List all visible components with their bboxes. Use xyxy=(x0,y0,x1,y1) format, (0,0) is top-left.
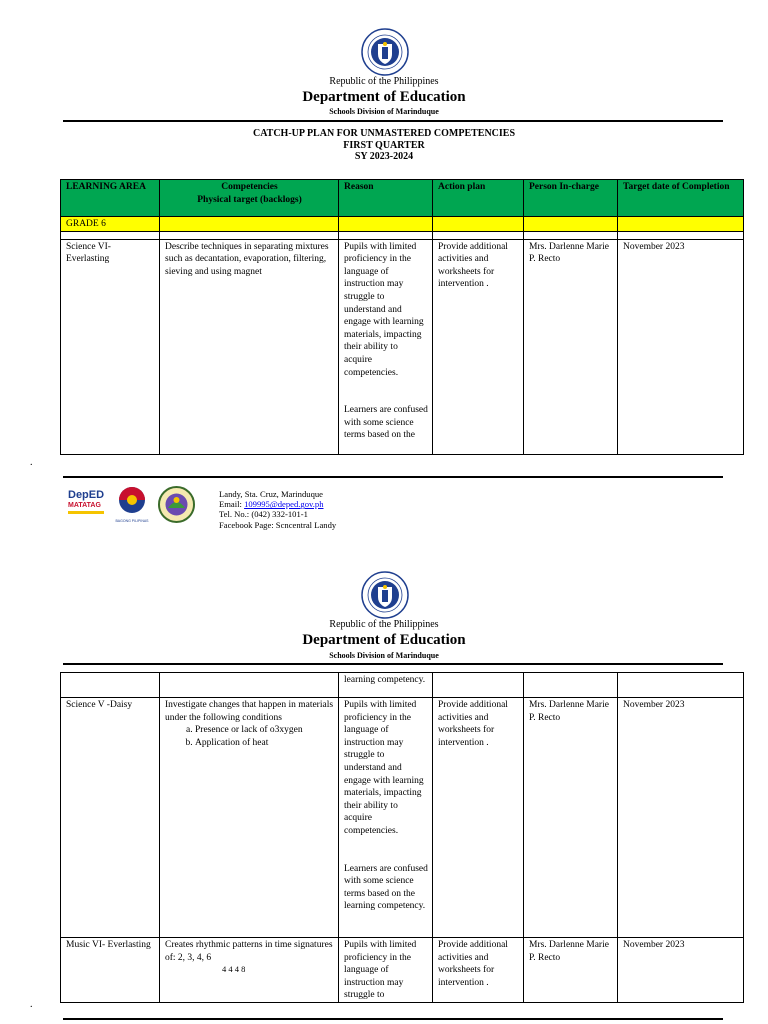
cell-date: November 2023 xyxy=(618,698,744,938)
table-row xyxy=(61,239,744,454)
header-competencies-label: Competencies xyxy=(221,182,278,192)
grade-row xyxy=(61,217,744,232)
footer-email-link[interactable]: 109995@deped.gov.ph xyxy=(244,499,324,510)
list-item: a. Presence or lack of o3xygen xyxy=(195,724,334,737)
condition-list xyxy=(165,724,334,749)
reason-text-a: Pupils with limited proficiency in the language of instruction may struggle to understand and engage with learning materials, impacting their ability to acquire competencies. xyxy=(344,700,424,836)
reason-text-b: Learners are confused with some science terms based on the learning competency. xyxy=(344,863,428,912)
cell-reason-continuation: learning competency. xyxy=(339,673,433,698)
header-person: Person In-charge xyxy=(524,180,618,217)
time-signature-bottom: 4 4 4 8 xyxy=(222,964,246,975)
cell-person: Mrs. Darlenne Marie P. Recto xyxy=(524,239,618,454)
header-divider-page2 xyxy=(63,663,723,665)
reason-text-a: Pupils with limited proficiency in the language of instruction may struggle to understand and engage with learning materials, impacting their ability to acquire competencies. xyxy=(344,241,424,378)
header-competencies xyxy=(160,180,339,217)
cell-date: November 2023 xyxy=(618,239,744,454)
header-target-date: Target date of Completion xyxy=(618,180,744,217)
footer-email-line xyxy=(219,499,336,509)
header-divider xyxy=(63,120,723,122)
matatag-logo-text: MATATAG xyxy=(68,502,101,509)
header-action-plan: Action plan xyxy=(433,180,524,217)
cell-person: Mrs. Darlenne Marie P. Recto xyxy=(524,938,618,1003)
logo-underline xyxy=(68,511,104,514)
cell-competency xyxy=(160,938,339,1003)
deped-seal-logo-page2 xyxy=(361,571,409,619)
plan-title-line3: SY 2023-2024 xyxy=(354,151,414,162)
spacer-row xyxy=(61,231,744,239)
division-line: Schools Division of Marinduque xyxy=(329,107,439,116)
division-line-page2: Schools Division of Marinduque xyxy=(329,651,439,660)
plan-title xyxy=(0,128,768,163)
cell-reason: Pupils with limited proficiency in the language of instruction may struggle to xyxy=(339,938,433,1003)
plan-title-line2: FIRST QUARTER xyxy=(343,139,425,151)
footer-tel: Tel. No.: (042) 332-101-1 xyxy=(219,509,308,520)
cell-area: Science VI- Everlasting xyxy=(61,239,160,454)
cell-person: Mrs. Darlenne Marie P. Recto xyxy=(524,698,618,938)
header-reason: Reason xyxy=(339,180,433,217)
table-header-row xyxy=(61,180,744,217)
competency-text: Creates rhythmic patterns in time signatures of: 2, 3, 4, 6 xyxy=(165,940,333,963)
footer-divider-page2 xyxy=(63,1018,723,1020)
cell-action: Provide additional activities and worksheets for intervention . xyxy=(433,698,524,938)
table-row xyxy=(61,938,744,1003)
table-row xyxy=(61,698,744,938)
republic-line: Republic of the Philippines xyxy=(329,76,439,87)
table-row-continuation xyxy=(61,673,744,698)
bagong-pilipinas-logo xyxy=(115,486,149,524)
footer-divider xyxy=(63,476,723,478)
competency-text: Investigate changes that happen in materials under the following conditions xyxy=(165,700,334,723)
catch-up-plan-table xyxy=(60,179,744,455)
footer-contact xyxy=(219,489,336,530)
catch-up-plan-table-continued xyxy=(60,672,744,1003)
footer-address: Landy, Sta. Cruz, Marinduque xyxy=(219,489,323,499)
department-title-page2: Department of Education xyxy=(302,632,466,648)
school-seal-logo xyxy=(158,486,195,523)
republic-line-page2: Republic of the Philippines xyxy=(329,619,439,630)
plan-title-line1: CATCH-UP PLAN FOR UNMASTERED COMPETENCIES xyxy=(252,128,516,139)
bagong-pilipinas-icon xyxy=(115,486,149,514)
header-competencies-sub: Physical target (backlogs) xyxy=(197,194,302,205)
grade-label: GRADE 6 xyxy=(61,217,160,232)
cell-reason xyxy=(339,698,433,938)
deped-matatag-logo xyxy=(68,489,108,523)
margin-dot-page2: . xyxy=(30,999,33,1010)
list-item: b. Application of heat xyxy=(195,737,334,750)
cell-reason xyxy=(339,239,433,454)
header-learning-area: LEARNING AREA xyxy=(61,180,160,217)
department-title: Department of Education xyxy=(302,89,466,105)
cell-area: Science V -Daisy xyxy=(61,698,160,938)
cell-competency xyxy=(160,698,339,938)
margin-dot: . xyxy=(30,457,33,468)
deped-logo-text: DepED xyxy=(68,489,105,501)
cell-competency: Describe techniques in separating mixtures such as decantation, evaporation, filtering, sieving and using magnet xyxy=(160,239,339,454)
deped-seal-logo xyxy=(361,28,409,76)
footer-email-label: Email: xyxy=(219,499,245,510)
cell-action: Provide additional activities and worksheets for intervention . xyxy=(433,239,524,454)
reason-text-b: Learners are confused with some science terms based on the xyxy=(344,405,428,441)
cell-date: November 2023 xyxy=(618,938,744,1003)
footer-facebook: Facebook Page: Scncentral Landy xyxy=(219,519,337,530)
cell-action: Provide additional activities and worksheets for intervention . xyxy=(433,938,524,1003)
bagong-pilipinas-caption: BAGONG PILIPINAS xyxy=(115,519,149,523)
cell-area: Music VI- Everlasting xyxy=(61,938,160,1003)
